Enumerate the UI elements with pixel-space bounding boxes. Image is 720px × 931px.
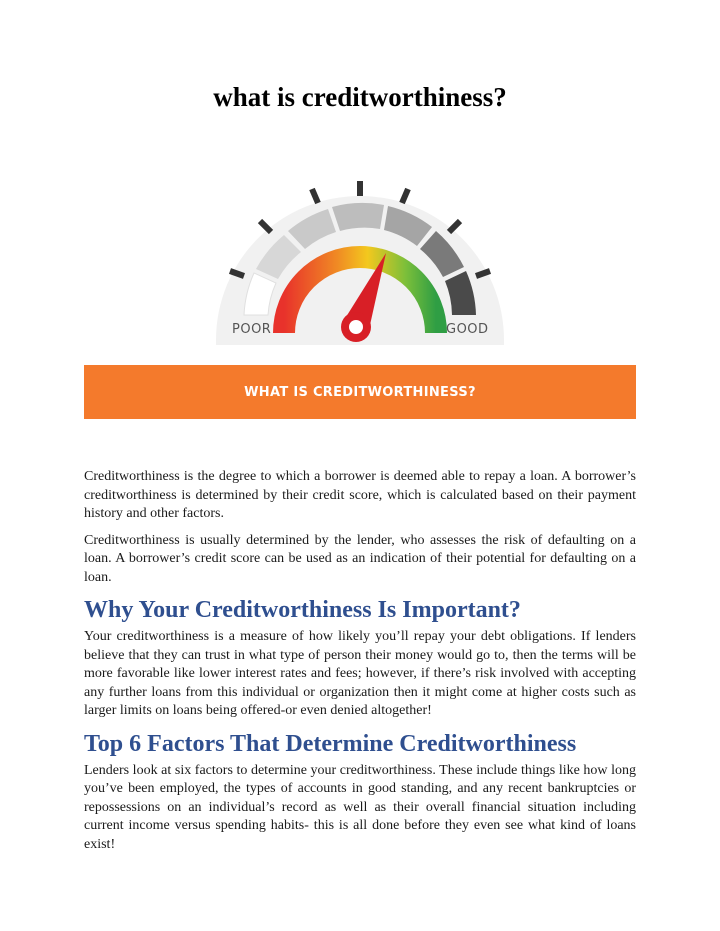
credit-gauge-illustration	[84, 155, 636, 365]
gauge-high-label: GOOD	[446, 322, 489, 337]
article-body	[84, 468, 636, 862]
heading-important: Why Your Creditworthiness Is Important?	[84, 597, 521, 623]
banner-text: WHAT IS CREDITWORTHINESS?	[244, 384, 476, 400]
hero-image	[84, 155, 636, 420]
lender-paragraph: Creditworthiness is usually determined by the lender, who assesses the risk of defaulting on a loan. A borrower’s credit score can be used as an indication of their potential for defaulting on a loan.	[84, 532, 636, 585]
page-title: what is creditworthiness?	[213, 82, 507, 112]
intro-paragraph: Creditworthiness is the degree to which a borrower is deemed able to repay a loan. A borrower’s creditworthiness is determined by their credit score, which is calculated based on their payment history and other factors.	[84, 469, 636, 521]
factors-paragraph: Lenders look at six factors to determine your creditworthiness. These include things like how long you’ve been employed, the types of accounts in good standing, and any recent bankruptcies or repossessions on an individual’s record as well as their overall financial situation including current income versus spending habits- this is all done before they even see what kind of loans exist!	[84, 762, 636, 852]
importance-paragraph: Your creditworthiness is a measure of how likely you’ll repay your debt obligations. If lenders believe that they can trust in what type of person their money would go to, then the terms will be more favorable like lower interest rates and fees; however, if there’s risk involved with accepting any further loans from this individual or organization then it might come at higher costs such as larger limits on loans being offered-or even denied altogether!	[84, 629, 636, 718]
heading-factors: Top 6 Factors That Determine Creditworthiness	[84, 730, 577, 757]
gauge-low-label: POOR	[232, 322, 272, 337]
hero-banner	[84, 365, 636, 419]
